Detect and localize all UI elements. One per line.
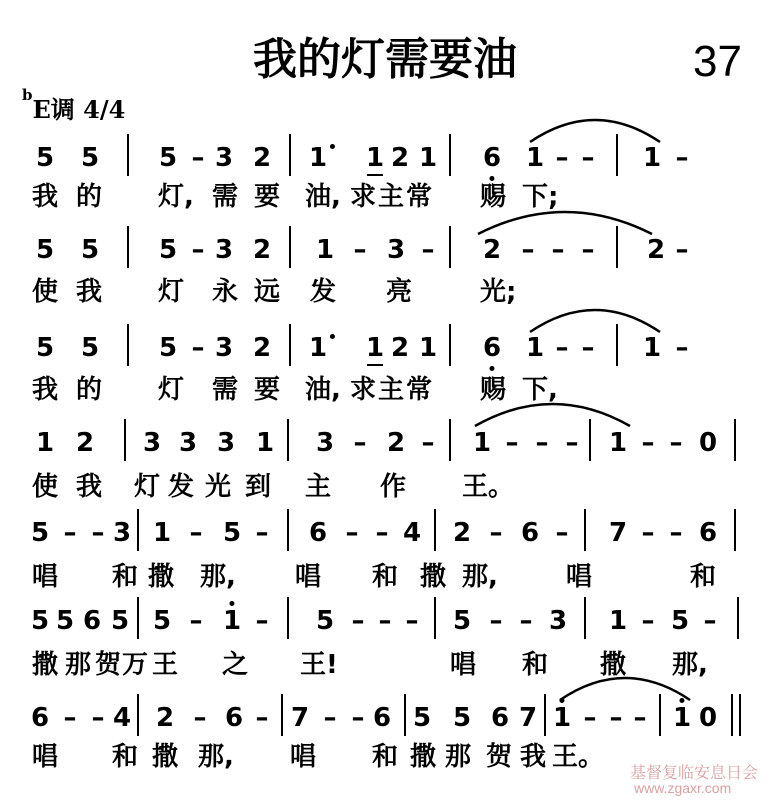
bar-line xyxy=(616,324,618,366)
note: 2 xyxy=(75,428,95,458)
note: 2 xyxy=(646,235,666,265)
note: 3 xyxy=(214,235,234,265)
octave-dot-above xyxy=(230,601,235,606)
note: 1 xyxy=(315,235,335,265)
dash-mark: – xyxy=(675,143,689,173)
bar-line xyxy=(289,134,291,176)
note: 6 xyxy=(483,142,501,174)
dash-mark: – xyxy=(255,703,269,733)
note: 3 xyxy=(386,235,406,265)
lyric-word: 需 xyxy=(212,375,239,405)
lyric-word: 永 xyxy=(212,277,239,307)
dash-mark: – xyxy=(581,143,595,173)
note: 1 xyxy=(366,332,384,364)
bar-line xyxy=(616,226,618,268)
dash-mark: – xyxy=(323,703,337,733)
bar-line xyxy=(589,419,591,461)
lyric-word: 撒 xyxy=(148,562,175,592)
song-title: 我的灯需要油 xyxy=(253,34,517,85)
lyric-word: 光; xyxy=(480,277,517,307)
lyric-word: 的 xyxy=(76,182,103,212)
note: 1 xyxy=(366,142,384,174)
lyric-word: 主 xyxy=(305,472,332,502)
lyric-word: 使 xyxy=(32,277,59,307)
key-signature xyxy=(22,86,126,125)
lyric-word: 要 xyxy=(254,182,281,212)
notation-row xyxy=(0,515,770,555)
lyric-word: 需 xyxy=(212,182,239,212)
key-text: E调 4/4 xyxy=(32,95,126,124)
note: 5 xyxy=(158,333,178,363)
note: 3 xyxy=(112,518,132,548)
note: 5 xyxy=(110,606,130,636)
dash-mark: – xyxy=(565,428,579,458)
notation-row xyxy=(0,330,770,370)
note: 5 xyxy=(670,606,690,636)
note: 2 xyxy=(386,428,406,458)
lyric-word: 求 xyxy=(350,375,377,405)
bar-line xyxy=(737,597,739,639)
note: 6 xyxy=(372,703,392,733)
lyric-word: 那 xyxy=(445,742,472,772)
lyric-word: 远 xyxy=(254,277,281,307)
note: 1 xyxy=(309,142,327,174)
dash-mark: – xyxy=(91,703,105,733)
bar-line xyxy=(137,509,139,551)
dash-mark: – xyxy=(669,518,683,548)
dash-mark: – xyxy=(555,333,569,363)
dash-mark: – xyxy=(675,333,689,363)
dash-mark: – xyxy=(378,606,392,636)
note: 5 xyxy=(55,606,75,636)
note: 3 xyxy=(548,606,568,636)
lyric-word: 那 xyxy=(65,650,92,680)
tie-arc xyxy=(530,310,660,332)
dash-mark: – xyxy=(189,606,203,636)
note: 5 xyxy=(412,703,432,733)
underline-mark xyxy=(367,174,383,176)
dash-mark: – xyxy=(345,518,359,548)
note: 3 xyxy=(214,143,234,173)
dash-mark: – xyxy=(189,518,203,548)
note: 5 xyxy=(35,333,55,363)
note: 5 xyxy=(222,518,242,548)
lyric-word: 和 xyxy=(112,562,139,592)
note: 6 xyxy=(82,606,102,636)
bar-line xyxy=(739,694,741,736)
lyric-word: 主 xyxy=(378,375,405,405)
lyric-word: 那, xyxy=(200,562,236,592)
dash-mark: – xyxy=(641,606,655,636)
lyric-row xyxy=(0,470,770,506)
lyric-word: 灯 xyxy=(134,472,161,502)
page-number: 37 xyxy=(693,37,742,86)
augmentation-dot xyxy=(330,334,335,339)
dash-mark: – xyxy=(581,333,595,363)
dash-mark: – xyxy=(193,703,207,733)
bar-line xyxy=(434,597,436,639)
lyric-word: 灯 xyxy=(158,375,185,405)
note: 6 xyxy=(224,703,244,733)
dash-mark: – xyxy=(505,428,519,458)
lyric-word: 唱 xyxy=(290,742,317,772)
note: 2 xyxy=(390,333,410,363)
note: 5 xyxy=(35,235,55,265)
bar-line xyxy=(137,694,139,736)
note: 6 xyxy=(520,518,540,548)
dash-mark: – xyxy=(375,518,389,548)
note: 6 xyxy=(490,703,510,733)
dash-mark: – xyxy=(551,235,565,265)
note: 7 xyxy=(608,518,628,548)
lyric-word: 我 xyxy=(32,375,59,405)
lyric-word: 那, xyxy=(462,562,498,592)
lyric-word: 的 xyxy=(76,375,103,405)
bar-line xyxy=(289,226,291,268)
note: 5 xyxy=(452,606,472,636)
octave-dot-above xyxy=(680,698,685,703)
lyric-word: 使 xyxy=(32,472,59,502)
note: 5 xyxy=(452,703,472,733)
lyric-word: 我 xyxy=(520,742,547,772)
watermark-url: www.zgaxr.com xyxy=(634,780,732,796)
note: 5 xyxy=(30,518,50,548)
lyric-word: 和 xyxy=(372,742,399,772)
bar-line xyxy=(616,134,618,176)
note: 2 xyxy=(155,703,175,733)
note: 4 xyxy=(112,703,132,733)
lyric-word: 我 xyxy=(76,277,103,307)
underline-mark xyxy=(367,364,383,366)
note: 5 xyxy=(80,235,100,265)
dash-mark: – xyxy=(405,606,419,636)
note: 5 xyxy=(158,235,178,265)
dash-mark: – xyxy=(675,235,689,265)
note: 1 xyxy=(673,702,691,734)
note: 5 xyxy=(80,143,100,173)
bar-line xyxy=(124,419,126,461)
lyric-word: 常 xyxy=(406,375,433,405)
lyric-word: 赐 xyxy=(480,375,507,405)
bar-line xyxy=(287,509,289,551)
note: 1 xyxy=(35,428,55,458)
lyric-word: 油, xyxy=(305,182,341,212)
note: 6 xyxy=(483,332,501,364)
note: 3 xyxy=(142,428,162,458)
dash-mark: – xyxy=(191,235,205,265)
lyric-word: 那, xyxy=(198,742,234,772)
tie-arc xyxy=(530,120,660,142)
lyric-word: 下; xyxy=(522,182,559,212)
lyric-word: 要 xyxy=(254,375,281,405)
note: 2 xyxy=(252,143,272,173)
bar-line xyxy=(289,324,291,366)
dash-mark: – xyxy=(555,143,569,173)
note: 4 xyxy=(402,518,422,548)
note: 1 xyxy=(418,333,438,363)
lyric-word: 和 xyxy=(372,562,399,592)
dash-mark: – xyxy=(581,235,595,265)
lyric-word: 我 xyxy=(32,182,59,212)
note: 0 xyxy=(698,703,718,733)
lyric-word: 灯 xyxy=(158,277,185,307)
bar-line xyxy=(584,509,586,551)
lyric-word: 亮 xyxy=(386,277,413,307)
note: 6 xyxy=(308,518,328,548)
lyric-word: 之 xyxy=(222,650,249,680)
bar-line xyxy=(734,509,736,551)
lyric-word: 和 xyxy=(690,562,717,592)
note: 1 xyxy=(553,702,571,734)
lyric-word: 赐 xyxy=(480,182,507,212)
bar-line xyxy=(659,694,661,736)
lyric-row xyxy=(0,560,770,596)
bar-line xyxy=(544,694,546,736)
note: 7 xyxy=(518,703,538,733)
lyric-word: 和 xyxy=(522,650,549,680)
lyric-word: 灯, xyxy=(158,182,194,212)
lyric-word: 油, xyxy=(305,375,341,405)
note: 1 xyxy=(608,606,628,636)
octave-dot-below xyxy=(490,366,495,371)
note: 1 xyxy=(223,605,241,637)
note: 1 xyxy=(418,143,438,173)
dash-mark: – xyxy=(669,428,683,458)
note: 1 xyxy=(525,333,545,363)
lyric-word: 王 xyxy=(152,650,179,680)
note: 0 xyxy=(698,428,718,458)
dash-mark: – xyxy=(255,518,269,548)
dash-mark: – xyxy=(91,518,105,548)
note: 1 xyxy=(525,143,545,173)
bar-line xyxy=(449,419,451,461)
lyric-word: 作 xyxy=(380,472,407,502)
bar-line xyxy=(127,324,129,366)
note: 7 xyxy=(290,703,310,733)
note: 5 xyxy=(35,143,55,173)
bar-line xyxy=(449,134,451,176)
dash-mark: – xyxy=(353,428,367,458)
lyric-word: 唱 xyxy=(32,742,59,772)
note: 1 xyxy=(472,428,492,458)
lyric-word: 唱 xyxy=(566,562,593,592)
lyric-row xyxy=(0,373,770,409)
dash-mark: – xyxy=(519,606,533,636)
dash-mark: – xyxy=(63,703,77,733)
note: 2 xyxy=(252,333,272,363)
note: 1 xyxy=(642,333,662,363)
note: 2 xyxy=(452,518,472,548)
note: 5 xyxy=(315,606,335,636)
dash-mark: – xyxy=(641,518,655,548)
notation-row xyxy=(0,232,770,272)
lyric-word: 贺 xyxy=(486,742,513,772)
dash-mark: – xyxy=(609,703,623,733)
lyric-row xyxy=(0,180,770,216)
note: 3 xyxy=(178,428,198,458)
note: 2 xyxy=(390,143,410,173)
lyric-word: 我 xyxy=(76,472,103,502)
note: 1 xyxy=(309,332,327,364)
dash-mark: – xyxy=(191,333,205,363)
note: 2 xyxy=(482,235,502,265)
lyric-word: 王。 xyxy=(462,472,515,502)
note: 6 xyxy=(698,518,718,548)
note: 5 xyxy=(158,143,178,173)
dash-mark: – xyxy=(521,235,535,265)
dash-mark: – xyxy=(421,235,435,265)
note: 1 xyxy=(608,428,628,458)
dash-mark: – xyxy=(633,703,647,733)
lyric-word: 那, xyxy=(672,650,708,680)
note: 3 xyxy=(315,428,335,458)
notation-row xyxy=(0,140,770,180)
dash-mark: – xyxy=(421,428,435,458)
watermark-text: 基督复临安息日会 xyxy=(630,763,759,782)
note: 2 xyxy=(252,235,272,265)
lyric-word: 到 xyxy=(245,472,272,502)
lyric-word: 下, xyxy=(522,375,558,405)
lyric-word: 发 xyxy=(168,472,195,502)
note: 3 xyxy=(216,428,236,458)
lyric-word: 常 xyxy=(406,182,433,212)
lyric-word: 唱 xyxy=(32,562,59,592)
lyric-word: 光 xyxy=(205,472,232,502)
bar-line xyxy=(449,324,451,366)
flat-sign: b xyxy=(22,86,33,104)
dash-mark: – xyxy=(351,606,365,636)
octave-dot-above xyxy=(560,698,565,703)
bar-line xyxy=(449,226,451,268)
lyric-word: 万 xyxy=(122,650,149,680)
bar-line xyxy=(281,694,283,736)
note: 5 xyxy=(152,606,172,636)
dash-mark: – xyxy=(63,518,77,548)
lyric-word: 撒 xyxy=(600,650,627,680)
note: 6 xyxy=(30,703,50,733)
bar-line xyxy=(127,134,129,176)
dash-mark: – xyxy=(191,143,205,173)
dash-mark: – xyxy=(353,235,367,265)
notation-row xyxy=(0,603,770,643)
dash-mark: – xyxy=(255,606,269,636)
dash-mark: – xyxy=(489,518,503,548)
lyric-word: 王。 xyxy=(552,742,605,772)
lyric-word: 和 xyxy=(112,742,139,772)
bar-line xyxy=(584,597,586,639)
lyric-word: 撒 xyxy=(152,742,179,772)
lyric-word: 撒 xyxy=(420,562,447,592)
dash-mark: – xyxy=(535,428,549,458)
lyric-word: 贺 xyxy=(95,650,122,680)
lyric-word: 撒 xyxy=(410,742,437,772)
lyric-word: 撒 xyxy=(32,650,59,680)
note: 5 xyxy=(80,333,100,363)
lyric-word: 求 xyxy=(350,182,377,212)
lyric-word: 发 xyxy=(310,277,337,307)
bar-line xyxy=(434,509,436,551)
notation-row xyxy=(0,700,770,740)
notation-row xyxy=(0,425,770,465)
dash-mark: – xyxy=(351,703,365,733)
note: 1 xyxy=(152,518,172,548)
lyric-row xyxy=(0,648,770,684)
dash-mark: – xyxy=(583,703,597,733)
lyric-word: 王! xyxy=(300,650,338,680)
lyric-row xyxy=(0,275,770,311)
note: 1 xyxy=(255,428,275,458)
bar-line xyxy=(404,694,406,736)
note: 5 xyxy=(30,606,50,636)
lyric-word: 主 xyxy=(378,182,405,212)
bar-line xyxy=(287,597,289,639)
dash-mark: – xyxy=(555,518,569,548)
bar-line xyxy=(127,226,129,268)
bar-line xyxy=(731,694,733,736)
dash-mark: – xyxy=(703,606,717,636)
bar-line xyxy=(137,597,139,639)
note: 1 xyxy=(642,143,662,173)
dash-mark: – xyxy=(489,606,503,636)
lyric-word: 唱 xyxy=(295,562,322,592)
bar-line xyxy=(287,419,289,461)
dash-mark: – xyxy=(641,428,655,458)
augmentation-dot xyxy=(330,144,335,149)
lyric-word: 唱 xyxy=(450,650,477,680)
note: 3 xyxy=(214,333,234,363)
bar-line xyxy=(734,419,736,461)
